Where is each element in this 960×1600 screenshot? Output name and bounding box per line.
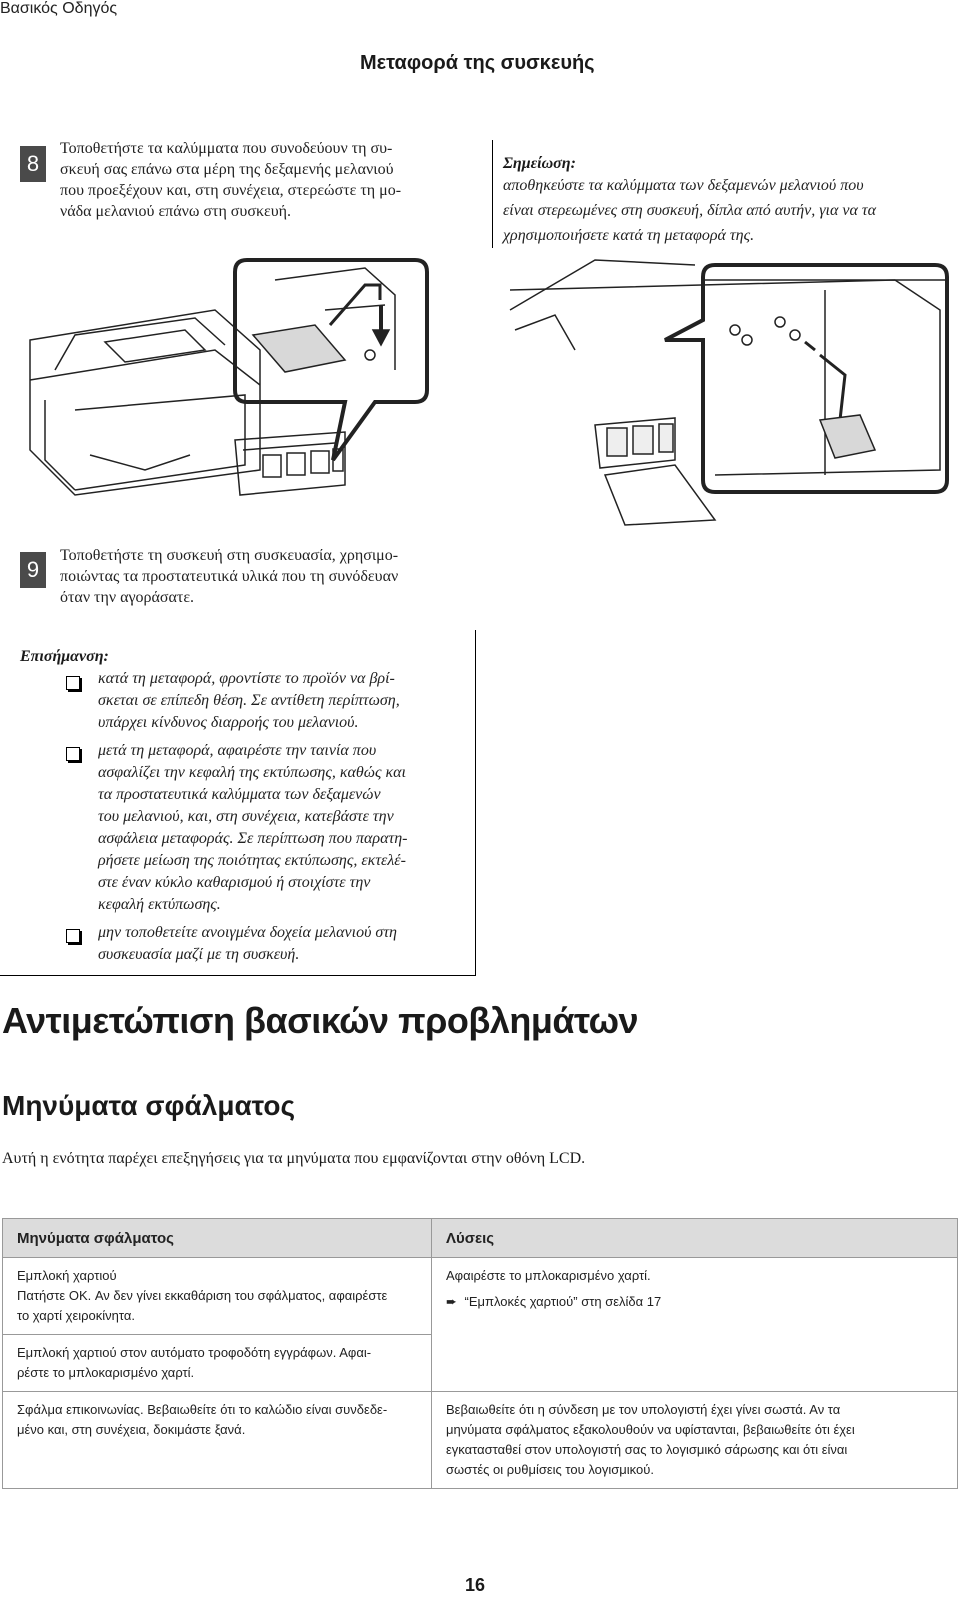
caution-line: συσκευασία μαζί με τη συσκευή. (98, 946, 300, 963)
cell-line: ρέστε το μπλοκαρισμένο χαρτί. (17, 1365, 195, 1380)
solution-cell (432, 1258, 958, 1392)
caution-line: του μελανιού, και, στη συνέχεια, κατεβάστε την (98, 808, 394, 825)
page-number: 16 (465, 1575, 486, 1595)
caution-line: κεφαλή εκτύπωσης. (98, 896, 221, 913)
caution-line: ασφάλεια μεταφοράς. Σε περίπτωση που παρατη- (98, 830, 408, 847)
cell-line: Πατήστε OK. Αν δεν γίνει εκκαθάριση του σφάλματος, αφαιρέστε (17, 1288, 388, 1303)
table-row (3, 1258, 958, 1335)
caution-line: υπάρχει κίνδυνος διαρροής του μελανιού. (98, 714, 359, 731)
header-messages: Μηνύματα σφάλματος (3, 1219, 432, 1258)
caution-line: σκεται σε επίπεδη θέση. Σε αντίθετη περίπτωση, (98, 692, 400, 709)
link-text[interactable]: “Εμπλοκές χαρτιού” στη σελίδα 17 (464, 1294, 662, 1309)
cell-line: Εμπλοκή χαρτιού (17, 1268, 117, 1283)
intro-text: Αυτή η ενότητα παρέχει επεξηγήσεις για τα μηνύματα που εμφανίζονται στην οθόνη LCD. (2, 1150, 586, 1167)
step-number-9: 9 (20, 552, 46, 588)
table-header-row (3, 1219, 958, 1258)
checkbox-icon (66, 676, 80, 690)
checkbox-icon (66, 929, 80, 943)
section-title: Μεταφορά της συσκευής (360, 52, 595, 74)
note-title: Σημείωση: (503, 155, 576, 172)
text-line: σκευή σας επάνω στα μέρη της δεξαμενής μελανιού (60, 161, 394, 178)
caution-item (98, 668, 468, 734)
checkbox-icon (66, 747, 80, 761)
cell-line: Αφαιρέστε το μπλοκαρισμένο χαρτί. (446, 1268, 651, 1283)
header-solutions: Λύσεις (432, 1219, 958, 1258)
section-heading: Μηνύματα σφάλματος (2, 1090, 296, 1121)
cell-line: μένο και, στη συνέχεια, δοκιμάστε ξανά. (17, 1422, 246, 1437)
caution-line: κατά τη μεταφορά, φροντίστε το προϊόν να βρί- (98, 670, 395, 687)
text-line: όταν την αγοράσατε. (60, 589, 195, 606)
caution-line: μετά τη μεταφορά, αφαιρέστε την ταινία που (98, 742, 377, 759)
caution-line: τα προστατευτικά καλύμματα των δεξαμενών (98, 786, 381, 803)
arrow-right-icon: ➨ (446, 1294, 457, 1309)
caution-line: στε έναν κύκλο καθαρισμού ή στοιχίστε την (98, 874, 371, 891)
message-cell (3, 1258, 432, 1335)
cell-line: Σφάλμα επικοινωνίας. Βεβαιωθείτε ότι το καλώδιο είναι συνδεδε- (17, 1402, 388, 1417)
note-box (503, 155, 953, 248)
table-row (3, 1392, 958, 1489)
caution-line: ρήσετε μείωση της ποιότητας εκτύπωσης, εκτελέ- (98, 852, 406, 869)
caution-item (98, 922, 468, 966)
error-table (2, 1218, 958, 1489)
cell-line: σωστές οι ρυθμίσεις του λογισμικού. (446, 1462, 654, 1477)
text-line: που προεξέχουν και, στη συνέχεια, στερεώστε τη μο- (60, 182, 402, 199)
printer-illustration (15, 250, 950, 530)
guide-title: Βασικός Οδηγός (0, 0, 118, 17)
chapter-title: Αντιμετώπιση βασικών προβλημάτων (2, 1000, 639, 1041)
cross-reference[interactable] (446, 1292, 943, 1312)
note-line: είναι στερεωμένες στη συσκευή, δίπλα από αυτήν, για να τα (503, 202, 876, 219)
text-line: ποιώντας τα προστατευτικά υλικά που τη συνόδευαν (60, 568, 399, 585)
solution-cell (432, 1392, 958, 1489)
caution-line: ασφαλίζει την κεφαλή της εκτύπωσης, καθώς και (98, 764, 406, 781)
message-cell (3, 1392, 432, 1489)
caution-title: Επισήμανση: (20, 648, 109, 665)
message-cell (3, 1335, 432, 1392)
step-9-text (60, 545, 480, 608)
caution-line: μην τοποθετείτε ανοιγμένα δοχεία μελανιού στη (98, 924, 397, 941)
cell-line: το χαρτί χειροκίνητα. (17, 1308, 135, 1323)
note-divider (492, 140, 494, 248)
text-line: νάδα μελανιού επάνω στη συσκευή. (60, 203, 292, 220)
note-line: αποθηκεύστε τα καλύμματα των δεξαμενών μελανιού που (503, 177, 864, 194)
text-line: Τοποθετήστε τη συσκευή στη συσκευασία, χρησιμο- (60, 547, 399, 564)
text-line: Τοποθετήστε τα καλύμματα που συνοδεύουν τη συ- (60, 140, 393, 157)
cell-line: μηνύματα σφάλματος εξακολουθούν να υφίστανται, βεβαιωθείτε ότι έχει (446, 1422, 855, 1437)
cell-line: Βεβαιωθείτε ότι η σύνδεση με τον υπολογιστή έχει γίνει σωστά. Αν τα (446, 1402, 841, 1417)
cell-line: Εμπλοκή χαρτιού στον αυτόματο τροφοδότη εγγράφων. Αφαι- (17, 1345, 372, 1360)
cell-line: εγκατασταθεί στον υπολογιστή σας το λογισμικό σάρωσης και ότι είναι (446, 1442, 848, 1457)
step-number-8: 8 (20, 146, 46, 182)
caution-item (98, 740, 468, 916)
note-line: χρησιμοποιήσετε κατά τη μεταφορά της. (503, 227, 755, 244)
step-8-text (60, 138, 480, 222)
